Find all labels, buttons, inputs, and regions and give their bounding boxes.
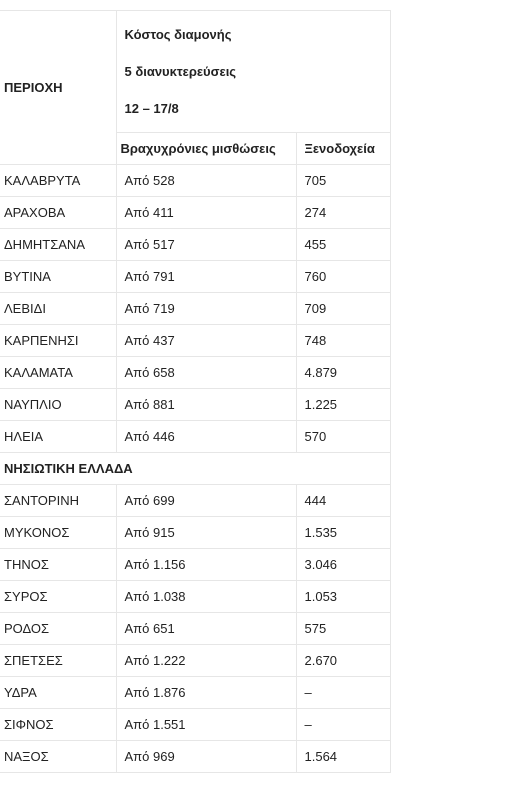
- island-section-title: ΝΗΣΙΩΤΙΚΗ ΕΛΛΑΔΑ: [0, 453, 390, 485]
- short-term-cell: Από 1.876: [116, 677, 296, 709]
- short-term-cell: Από 915: [116, 517, 296, 549]
- accommodation-cost-table: [0, 10, 391, 773]
- table-row: [0, 549, 390, 581]
- hotels-cell: 455: [296, 229, 390, 261]
- region-cell: ΣΑΝΤΟΡΙΝΗ: [0, 485, 116, 517]
- region-cell: ΝΑΞΟΣ: [0, 741, 116, 773]
- table-row: [0, 709, 390, 741]
- region-cell: ΑΡΑΧΟΒΑ: [0, 197, 116, 229]
- hotels-cell: 705: [296, 165, 390, 197]
- cost-title: Κόστος διαμονής: [124, 27, 232, 42]
- hotels-cell: 570: [296, 421, 390, 453]
- short-term-cell: Από 437: [116, 325, 296, 357]
- region-cell: ΤΗΝΟΣ: [0, 549, 116, 581]
- short-term-cell: Από 1.156: [116, 549, 296, 581]
- table-row: [0, 293, 390, 325]
- hotels-cell: 444: [296, 485, 390, 517]
- hotels-cell: 575: [296, 613, 390, 645]
- region-cell: ΣΙΦΝΟΣ: [0, 709, 116, 741]
- short-term-cell: Από 881: [116, 389, 296, 421]
- hotels-cell: 709: [296, 293, 390, 325]
- hotels-cell: 1.564: [296, 741, 390, 773]
- header-row: [0, 11, 390, 133]
- table-row: [0, 581, 390, 613]
- hotels-cell: 748: [296, 325, 390, 357]
- island-body: [0, 485, 390, 773]
- table-row: [0, 421, 390, 453]
- table-row: [0, 485, 390, 517]
- region-cell: ΚΑΛΑΜΑΤΑ: [0, 357, 116, 389]
- table-row: [0, 613, 390, 645]
- table-row: [0, 197, 390, 229]
- cost-header: [116, 11, 390, 133]
- region-cell: ΥΔΡΑ: [0, 677, 116, 709]
- region-cell: ΜΥΚΟΝΟΣ: [0, 517, 116, 549]
- region-cell: ΗΛΕΙΑ: [0, 421, 116, 453]
- dates-label: 12 – 17/8: [124, 101, 179, 116]
- short-term-cell: Από 517: [116, 229, 296, 261]
- short-term-cell: Από 651: [116, 613, 296, 645]
- table-row: [0, 645, 390, 677]
- table-row: [0, 677, 390, 709]
- hotels-cell: 2.670: [296, 645, 390, 677]
- region-cell: ΡΟΔΟΣ: [0, 613, 116, 645]
- region-cell: ΚΑΛΑΒΡΥΤΑ: [0, 165, 116, 197]
- region-cell: ΔΗΜΗΤΣΑΝΑ: [0, 229, 116, 261]
- region-cell: ΣΠΕΤΣΕΣ: [0, 645, 116, 677]
- short-term-cell: Από 1.038: [116, 581, 296, 613]
- short-term-cell: Από 658: [116, 357, 296, 389]
- short-term-cell: Από 719: [116, 293, 296, 325]
- island-section: [0, 453, 390, 485]
- table-row: [0, 325, 390, 357]
- hotels-cell: 760: [296, 261, 390, 293]
- short-term-cell: Από 1.222: [116, 645, 296, 677]
- table-row: [0, 229, 390, 261]
- hotels-cell: 1.535: [296, 517, 390, 549]
- short-term-cell: Από 699: [116, 485, 296, 517]
- table-row: [0, 517, 390, 549]
- hotels-cell: 274: [296, 197, 390, 229]
- section-row: [0, 453, 390, 485]
- hotels-cell: 4.879: [296, 357, 390, 389]
- hotels-cell: 1.225: [296, 389, 390, 421]
- short-term-cell: Από 791: [116, 261, 296, 293]
- region-cell: ΒΥΤΙΝΑ: [0, 261, 116, 293]
- region-cell: ΝΑΥΠΛΙΟ: [0, 389, 116, 421]
- region-cell: ΚΑΡΠΕΝΗΣΙ: [0, 325, 116, 357]
- short-term-header: Βραχυχρόνιες μισθώσεις: [116, 133, 296, 165]
- nights-label: 5 διανυκτερεύσεις: [124, 64, 237, 79]
- hotels-cell: –: [296, 709, 390, 741]
- table-row: [0, 357, 390, 389]
- table-row: [0, 165, 390, 197]
- hotels-cell: 3.046: [296, 549, 390, 581]
- hotels-cell: –: [296, 677, 390, 709]
- hotels-cell: 1.053: [296, 581, 390, 613]
- short-term-cell: Από 411: [116, 197, 296, 229]
- hotels-header: Ξενοδοχεία: [296, 133, 390, 165]
- table-row: [0, 741, 390, 773]
- short-term-cell: Από 969: [116, 741, 296, 773]
- region-cell: ΛΕΒΙΔΙ: [0, 293, 116, 325]
- region-header: ΠΕΡΙΟΧΗ: [0, 11, 116, 165]
- short-term-cell: Από 446: [116, 421, 296, 453]
- region-cell: ΣΥΡΟΣ: [0, 581, 116, 613]
- mainland-body: [0, 165, 390, 453]
- table-row: [0, 389, 390, 421]
- short-term-cell: Από 1.551: [116, 709, 296, 741]
- short-term-cell: Από 528: [116, 165, 296, 197]
- table-row: [0, 261, 390, 293]
